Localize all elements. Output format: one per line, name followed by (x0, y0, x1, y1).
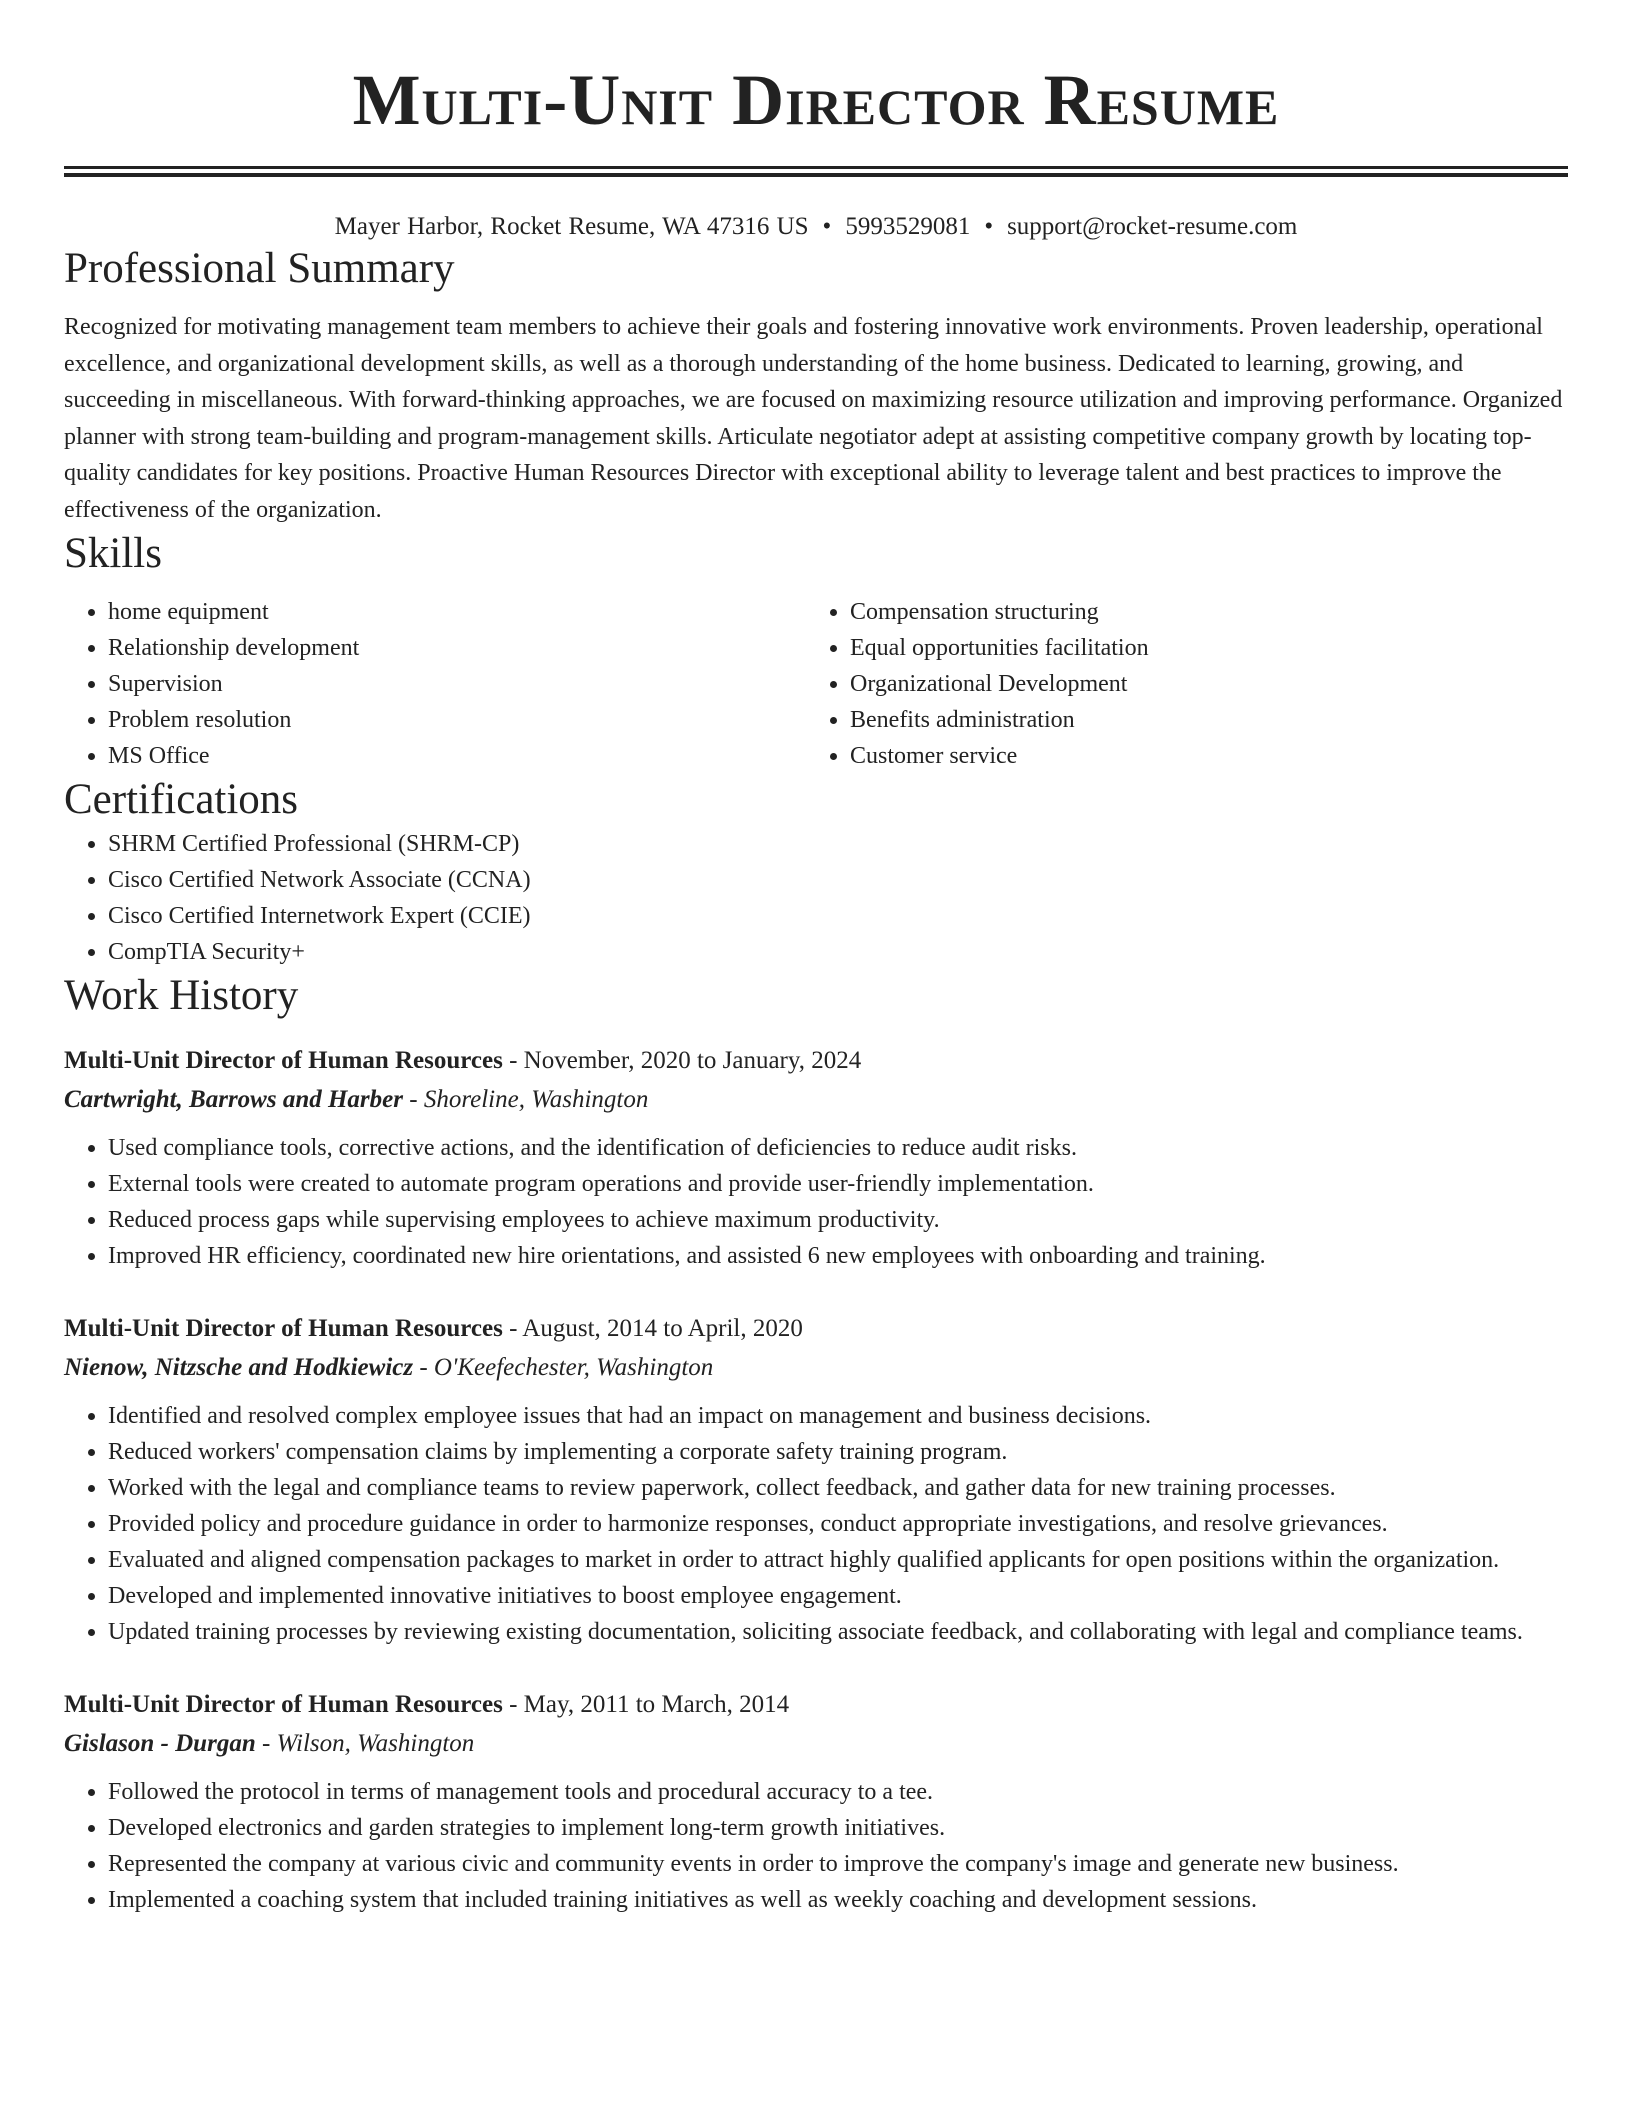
skills-column-left (64, 594, 806, 774)
job-duty: • Represented the company at various civic and community events in order to improve the company's image and generate new business. (108, 1846, 1568, 1882)
job-duties-list (64, 1774, 1568, 1918)
skill-item: • Compensation structuring (850, 594, 1548, 630)
skill-item: • Customer service (850, 738, 1548, 774)
job-duty: • Worked with the legal and compliance teams to review paperwork, collect feedback, and gather data for new training processes. (108, 1470, 1568, 1506)
skill-item: • Supervision (108, 666, 806, 702)
job-duty: • Reduced workers' compensation claims by implementing a corporate safety training program. (108, 1434, 1568, 1470)
job-duty: • Provided policy and procedure guidance in order to harmonize responses, conduct appropriate investigations, and resolve grievances. (108, 1506, 1568, 1542)
skill-item: • Organizational Development (850, 666, 1548, 702)
job-duty: • Developed electronics and garden strategies to implement long-term growth initiatives. (108, 1810, 1568, 1846)
job-company: Gislason - Durgan (64, 1730, 256, 1757)
resume-page (64, 0, 1568, 1918)
work-history-heading: Work History (64, 972, 299, 1019)
job-location: Wilson, Washington (276, 1730, 475, 1757)
contact-line (64, 211, 1568, 243)
certification-item: • Cisco Certified Internetwork Expert (CCIE) (108, 898, 1568, 934)
job-duty: • Followed the protocol in terms of management tools and procedural accuracy to a tee. (108, 1774, 1568, 1810)
contact-phone: 5993529081 (845, 213, 971, 240)
job-header: Multi-Unit Director of Human Resources - May, 2011 to March, 2014 (64, 1691, 790, 1718)
skills-heading: Skills (64, 530, 162, 577)
contact-address: Mayer Harbor, Rocket Resume, WA 47316 US (334, 213, 809, 240)
title-divider (64, 166, 1568, 177)
skill-item: • MS Office (108, 738, 806, 774)
job-entry (64, 1686, 1568, 1918)
skills-grid (64, 594, 1568, 774)
skill-item: • home equipment (108, 594, 806, 630)
certification-item: • CompTIA Security+ (108, 934, 1568, 970)
skills-column-right (806, 594, 1548, 774)
certifications-heading: Certifications (64, 776, 299, 823)
job-duty: • Updated training processes by reviewing existing documentation, soliciting associate feedback, and collaborating with legal and compliance teams. (108, 1614, 1568, 1650)
job-duty: • Reduced process gaps while supervising employees to achieve maximum productivity. (108, 1202, 1568, 1238)
job-entry (64, 1310, 1568, 1650)
job-duty: • External tools were created to automate program operations and provide user-friendly implementation. (108, 1166, 1568, 1202)
summary-heading: Professional Summary (64, 245, 455, 292)
skills-list-right (806, 594, 1548, 774)
skills-list-left (64, 594, 806, 774)
contact-separator: • (822, 213, 832, 240)
job-header: Multi-Unit Director of Human Resources - August, 2014 to April, 2020 (64, 1315, 803, 1342)
job-company: Nienow, Nitzsche and Hodkiewicz (64, 1354, 414, 1381)
certifications-list (64, 826, 1568, 970)
job-role: Multi-Unit Director of Human Resources (64, 1315, 503, 1342)
job-company-line: Cartwright, Barrows and Harber - Shoreline, Washington (64, 1086, 649, 1113)
job-company: Cartwright, Barrows and Harber (64, 1086, 403, 1113)
certification-item: • SHRM Certified Professional (SHRM-CP) (108, 826, 1568, 862)
skill-item: • Problem resolution (108, 702, 806, 738)
job-location: Shoreline, Washington (423, 1086, 649, 1113)
job-entry (64, 1042, 1568, 1274)
job-duty: • Used compliance tools, corrective actions, and the identification of deficiencies to reduce audit risks. (108, 1130, 1568, 1166)
job-location: O'Keefechester, Washington (433, 1354, 714, 1381)
skill-item: • Equal opportunities facilitation (850, 630, 1548, 666)
job-duty: • Developed and implemented innovative initiatives to boost employee engagement. (108, 1578, 1568, 1614)
job-duty: • Implemented a coaching system that included training initiatives as well as weekly coaching and development sessions. (108, 1882, 1568, 1918)
skill-item: • Relationship development (108, 630, 806, 666)
job-dates: August, 2014 to April, 2020 (522, 1315, 803, 1342)
job-duty: • Improved HR efficiency, coordinated new hire orientations, and assisted 6 new employees with onboarding and training. (108, 1238, 1568, 1274)
contact-separator: • (984, 213, 994, 240)
job-role: Multi-Unit Director of Human Resources (64, 1691, 503, 1718)
contact-email: support@rocket-resume.com (1007, 213, 1298, 240)
job-duty: • Identified and resolved complex employee issues that had an impact on management and business decisions. (108, 1398, 1568, 1434)
job-duties-list (64, 1130, 1568, 1274)
skill-item: • Benefits administration (850, 702, 1548, 738)
job-duty: • Evaluated and aligned compensation packages to market in order to attract highly qualified applicants for open positions within the organization. (108, 1542, 1568, 1578)
job-company-line: Gislason - Durgan - Wilson, Washington (64, 1730, 475, 1757)
job-dates: November, 2020 to January, 2024 (523, 1047, 862, 1074)
job-dates: May, 2011 to March, 2014 (523, 1691, 790, 1718)
job-role: Multi-Unit Director of Human Resources (64, 1047, 503, 1074)
certification-item: • Cisco Certified Network Associate (CCNA) (108, 862, 1568, 898)
job-header: Multi-Unit Director of Human Resources - November, 2020 to January, 2024 (64, 1047, 862, 1074)
job-company-line: Nienow, Nitzsche and Hodkiewicz - O'Keefechester, Washington (64, 1354, 714, 1381)
summary-text: Recognized for motivating management team members to achieve their goals and fostering innovative work environments. Proven leadership, operational excellence, and organizational development skills, as well as a thorough understanding of the home business. Dedicated to learning, growing, and succeeding in miscellaneous. With forward-thinking approaches, we are focused on maximizing resource utilization and improving performance. Organized planner with strong team-building and program-management skills. Articulate negotiator adept at assisting competitive company growth by locating top-quality candidates for key positions. Proactive Human Resources Director with exceptional ability to leverage talent and best practices to improve the effectiveness of the organization. (64, 314, 1563, 523)
job-duties-list (64, 1398, 1568, 1650)
page-title: Multi-Unit Director Resume (352, 60, 1280, 140)
